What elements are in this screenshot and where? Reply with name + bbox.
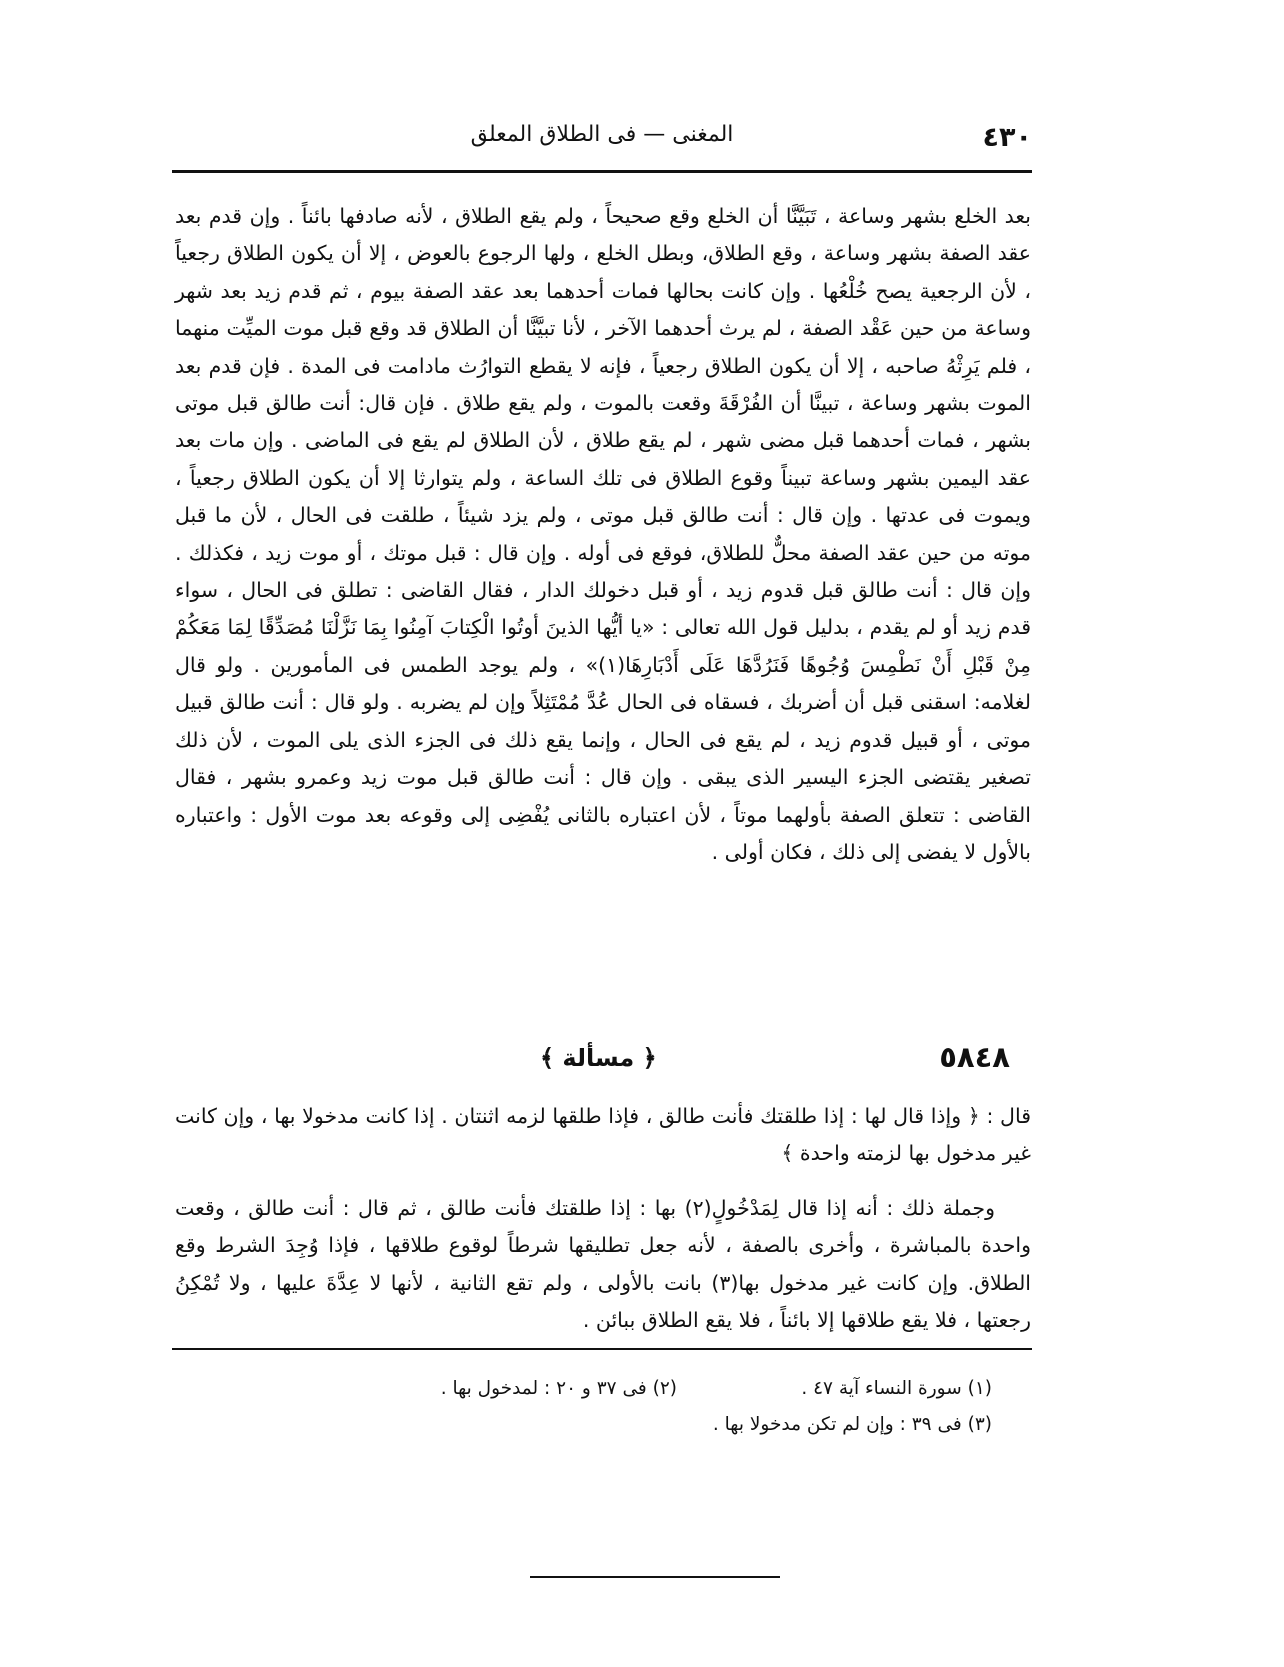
body-paragraph-2: قال : ﴿ وإذا قال لها : إذا طلقتك فأنت طالق ، فإذا طلقها لزمه اثنتان . إذا كانت مدخولا بها ، وإن كانت غير مدخول بها لزمته واحدة ﴾ — [175, 1104, 1031, 1166]
footnote-row — [172, 1414, 1032, 1450]
issue-heading — [300, 1040, 1010, 1090]
footnote-2: (٢) فى ٣٧ و ٢٠ : لمدخول بها . — [440, 1378, 677, 1399]
page-header — [172, 112, 1032, 168]
footnotes — [172, 1378, 1032, 1450]
issue-label: ﴿ مسألة ﴾ — [540, 1044, 657, 1072]
header-rule — [172, 170, 1032, 173]
footnote-1: (١) سورة النساء آية ٤٧ . — [801, 1378, 992, 1399]
body-paragraph-1: بعد الخلع بشهر وساعة ، تَبَيَّنَّا أن الخلع وقع صحيحاً ، ولم يقع الطلاق ، لأنه صادفها بائناً . وإن قدم بعد عقد الصفة بشهر وساعة ، وقع الطلاق، وبطل الخلع ، ولها الرجوع بالعوض ، إلا أن يكون الطلاق رجعياً ، لأن الرجعية يصح خُلْعُها . وإن كانت بحالها فمات أحدهما بعد عقد الصفة بيوم ، ثم قدم زيد بعد شهر وساعة من حين عَقْد الصفة ، لم يرث أحدهما الآخر ، لأنا تبيَّنَّا أن الطلاق قد وقع قبل موت الميِّت منهما ، فلم يَرِثْهُ صاحبه ، إلا أن يكون الطلاق رجعياً ، فإنه لا يقطع التوارُث مادامت فى المدة . فإن قدم بعد الموت بشهر وساعة ، تبينَّا أن الفُرْقَةَ وقعت بالموت ، ولم يقع طلاق . فإن قال: أنت طالق قبل موتى بشهر ، فمات أحدهما قبل مضى شهر ، لم يقع طلاق ، لأن الطلاق لم يقع فى الماضى . وإن مات بعد عقد اليمين بشهر وساعة تبيناً وقوع الطلاق فى تلك الساعة ، ولم يتوارثا إلا أن يكون الطلاق رجعياً ، ويموت فى عدتها . وإن قال : أنت طالق قبل موتى ، ولم يزد شيئاً ، طلقت فى الحال ، لأن ما قبل موته من حين عقد الصفة محلٌّ للطلاق، فوقع فى أوله . وإن قال : قبل موتك ، أو موت زيد ، فكذلك . وإن قال : أنت طالق قبل قدوم زيد ، أو قبل دخولك الدار ، فقال القاضى : تطلق فى الحال ، سواء قدم زيد أو لم يقدم ، بدليل قول الله تعالى : «يا أيُّها الذينَ أوتُوا الْكِتابَ آمِنُوا بِمَا نَزَّلْنَا مُصَدِّقًا لِمَا مَعَكُمْ مِنْ قَبْلِ أَنْ نَطْمِسَ وُجُوهًا فَنَرُدَّهَا عَلَى أَدْبَارِهَا(١)» ، ولم يوجد الطمس فى المأمورين . ولو قال لغلامه: اسقنى قبل أن أضربك ، فسقاه فى الحال عُدَّ مُمْتَثِلاً وإن لم يضربه . ولو قال : أنت طالق قبيل موتى ، أو قبيل قدوم زيد ، لم يقع فى الحال ، وإنما يقع ذلك فى الجزء الذى يلى الموت ، لأن ذلك تصغير يقتضى الجزء اليسير الذى يبقى . وإن قال : أنت طالق قبل موت زيد وعمرو بشهر ، فقال القاضى : تتعلق الصفة بأولهما موتاً ، لأن اعتباره بالثانى يُفْضِى إلى وقوعه بعد موت الأول : واعتباره بالأول لا يفضى إلى ذلك ، فكان أولى . — [175, 204, 1031, 864]
footnote-3: (٣) فى ٣٩ : وإن لم تكن مدخولا بها . — [712, 1414, 992, 1435]
body-paragraph-3: وجملة ذلك : أنه إذا قال لِمَدْخُولٍ(٢) بها : إذا طلقتك فأنت طالق ، ثم قال : أنت طالق ، وقعت واحدة بالمباشرة ، وأخرى بالصفة ، لأنه جعل تطليقها شرطاً لوقوع طلاقها ، فإذا وُجِدَ الشرط وقع الطلاق. وإن كانت غير مدخول بها(٣) بانت بالأولى ، ولم تقع الثانية ، لأنها لا عِدَّةَ عليها ، ولا تُمْكِنُ رجعتها ، فلا يقع طلاقها إلا بائناً ، فلا يقع الطلاق ببائن . — [175, 1196, 1032, 1333]
issue-number: ٥٨٤٨ — [939, 1040, 1010, 1074]
page-number: ٤٣٠ — [982, 122, 1032, 153]
footnote-rule — [172, 1348, 1032, 1350]
bottom-rule — [530, 1576, 780, 1578]
running-title: المغنى — فى الطلاق المعلق — [470, 122, 734, 147]
footnote-row — [172, 1378, 1032, 1414]
